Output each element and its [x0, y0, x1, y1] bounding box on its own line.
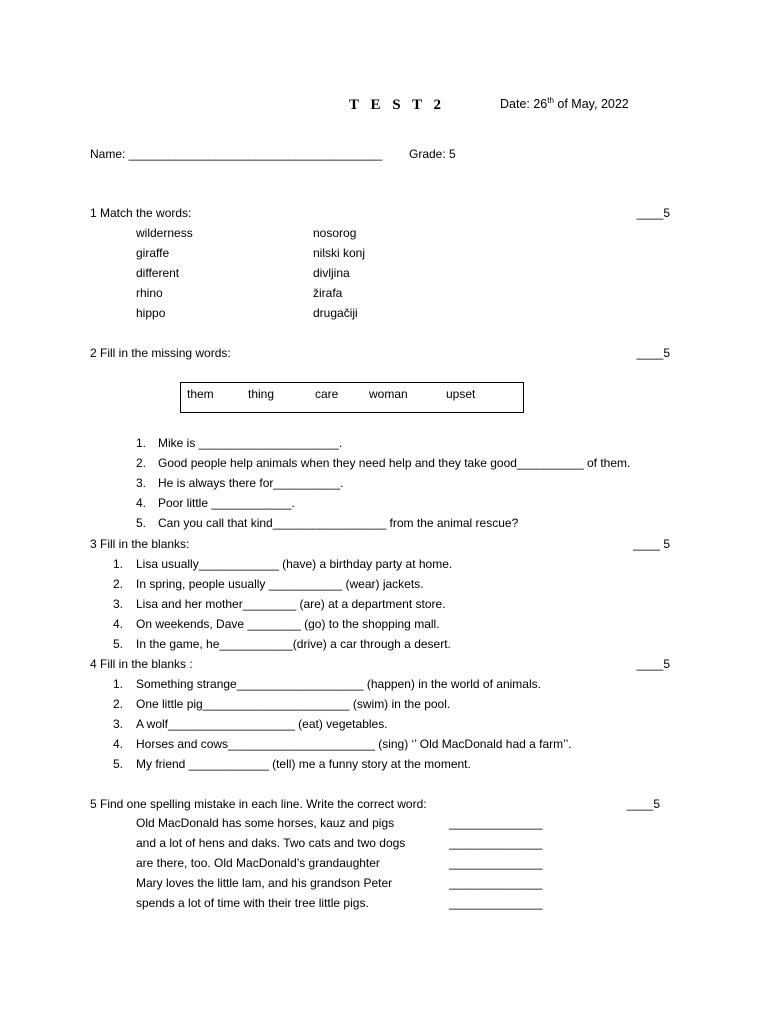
spelling-line: are there, too. Old MacDonald’s grandaughter ______________ — [136, 856, 543, 870]
word-bank-box — [180, 382, 524, 413]
spelling-line: Mary loves the little lam, and his grandson Peter ______________ — [136, 876, 543, 890]
croatian-word-list — [313, 226, 365, 326]
word-bank-item: them — [187, 387, 214, 401]
spelling-lines — [136, 816, 543, 916]
answer-blank[interactable]: ______________ — [449, 896, 543, 910]
name-field[interactable]: Name: ______________________________________ — [90, 147, 383, 161]
test-date: Date: 26th of May, 2022 — [500, 96, 629, 111]
section-2-heading: 2 Fill in the missing words: — [90, 346, 231, 360]
croatian-word: nilski konj — [313, 246, 366, 260]
section-5-heading: 5 Find one spelling mistake in each line. Write the correct word: — [90, 797, 427, 811]
section-3-score: ____ 5 — [633, 537, 670, 551]
grade-label: Grade: 5 — [409, 147, 456, 161]
word-bank-item: care — [315, 387, 339, 401]
english-word: giraffe — [136, 246, 170, 260]
spelling-line: spends a lot of time with their tree little pigs. ______________ — [136, 896, 543, 910]
section-1-score: ____5 — [636, 206, 670, 220]
section-4-score: ____5 — [636, 657, 670, 671]
english-word: rhino — [136, 286, 163, 300]
spelling-line: Old MacDonald has some horses, kauz and pigs ______________ — [136, 816, 543, 830]
word-bank-item: woman — [369, 387, 408, 401]
spelling-line: and a lot of hens and daks. Two cats and two dogs ______________ — [136, 836, 543, 850]
answer-blank[interactable]: ______________ — [449, 836, 543, 850]
english-word: different — [136, 266, 180, 280]
section-1-heading: 1 Match the words: — [90, 206, 192, 220]
word-bank-item: thing — [248, 387, 275, 401]
english-word: hippo — [136, 306, 166, 320]
test-title: T E S T 2 — [349, 97, 446, 113]
worksheet-page: T E S T 2 Date: 26th of May, 2022 Name: ______________________________________ Grade: 5 1 Match the words: ____5 wilderness giraffe different rhino hippo nosorog nilski konj divljina žirafa drugačiji 2 Fill in the missing words: ____5 them thing care woman upset 1. Mike is _____________________. 2. Good people help animals when they need help and they take good__________ of them. 3. He is always there for__________. 4. Poor little ____________. 5. Can you call that kind_________________ from the animal rescue? 3 Fill in the blanks: ____ 5 1. Lisa usually____________ (have) a birthday party at home. 2. In spring, people usually ___________ (wear) jackets. 3. Lisa and her mother________ (are) at a department store. 4. On weekends, Dave ________ (go) to the shopping mall. 5. In the game, he___________(drive) a car through a desert. 4 Fill in the blanks : ____5 1. Something strange___________________ (happen) in the world of animals. 2. One little pig______________________ (swim) in the pool. 3. A wolf___________________ (eat) vegetables. 4. Horses and cows______________________ (sing) ‘’ Old MacDonald had a farm’’. 5. My friend ____________ (tell) me a funny story at the moment. 5 Find one spelling mistake in each line. Write the correct word: ____5 Old MacDonald has some horses, kauz and pigs ______________ and a lot of hens and daks. Two cats and two dogs ______________ are there, too. Old MacDonald’s grandaughter ______________ Mary loves the little lam, and his grandson Peter ______________ spends a lot of time with their tree little pigs. ______________ — [0, 0, 768, 1024]
section-4-heading: 4 Fill in the blanks : — [90, 657, 193, 671]
answer-blank[interactable]: ______________ — [449, 856, 543, 870]
croatian-word: drugačiji — [313, 306, 358, 320]
english-word: wilderness — [136, 226, 193, 240]
answer-blank[interactable]: ______________ — [449, 876, 543, 890]
word-bank-item: upset — [446, 387, 476, 401]
croatian-word: divljina — [313, 266, 350, 280]
section-3-heading: 3 Fill in the blanks: — [90, 537, 190, 551]
answer-blank[interactable]: ______________ — [449, 816, 543, 830]
english-word-list — [136, 226, 193, 326]
croatian-word: žirafa — [313, 286, 343, 300]
section-5-score: ____5 — [626, 797, 660, 811]
croatian-word: nosorog — [313, 226, 357, 240]
section-2-score: ____5 — [636, 346, 670, 360]
